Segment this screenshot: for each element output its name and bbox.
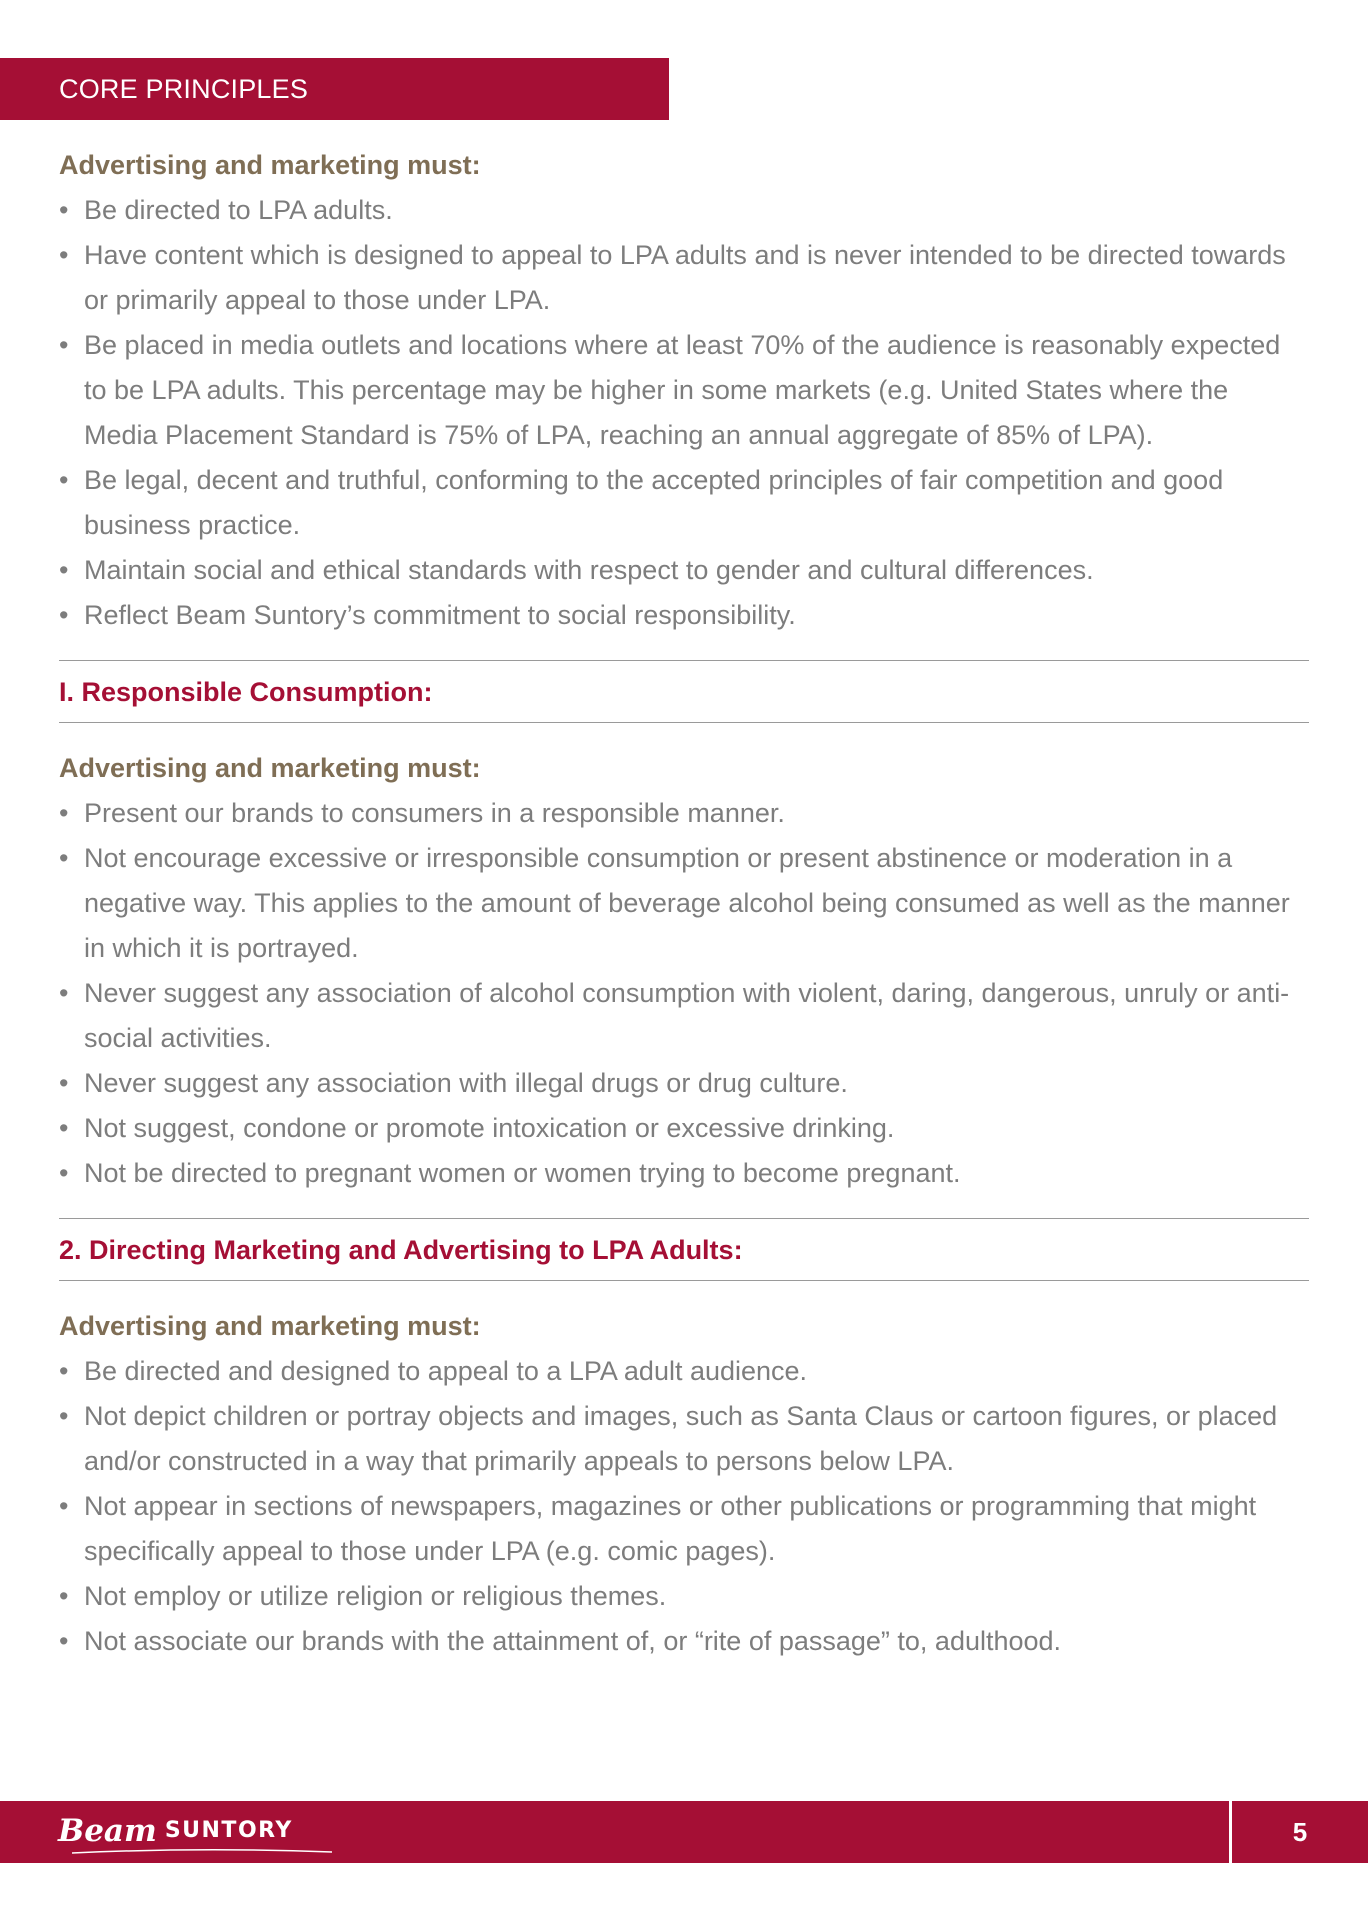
list-item: • Be directed to LPA adults. [59,188,1309,233]
directing-lpa-adults-block [59,1304,1309,1664]
section-heading-responsible-consumption [59,660,1309,723]
bullet-list [59,1349,1309,1664]
section-title-banner [0,58,669,120]
lead-text: Advertising and marketing must: [59,1311,481,1341]
lead-text: Advertising and marketing must: [59,150,481,180]
list-item: • Be placed in media outlets and locations where at least 70% of the audience is reasonably expected to be LPA adults. This percentage may be higher in some markets (e.g. United States where the Media Placement Standard is 75% of LPA, reaching an annual aggregate of 85% of LPA). [59,323,1309,458]
lead-text: Advertising and marketing must: [59,753,481,783]
footer-bar [0,1801,1368,1863]
logo-swoosh-icon [72,1847,332,1857]
list-item: • Not associate our brands with the attainment of, or “rite of passage” to, adulthood. [59,1619,1309,1664]
list-item: • Not employ or utilize religion or religious themes. [59,1574,1309,1619]
list-item: • Not depict children or portray objects and images, such as Santa Claus or cartoon figures, or placed and/or constructed in a way that primarily appeals to persons below LPA. [59,1394,1309,1484]
list-item: • Never suggest any association of alcohol consumption with violent, daring, dangerous, unruly or anti-social activities. [59,971,1309,1061]
section-heading-text: I. Responsible Consumption: [59,677,433,707]
core-principles-block [59,143,1309,638]
list-item: • Not suggest, condone or promote intoxication or excessive drinking. [59,1106,1309,1151]
section-heading-directing-lpa-adults [59,1218,1309,1281]
list-item: • Reflect Beam Suntory’s commitment to social responsibility. [59,593,1309,638]
section-title: CORE PRINCIPLES [59,74,309,104]
bullet-list [59,791,1309,1196]
beam-suntory-logo [58,1809,293,1855]
list-item: • Never suggest any association with illegal drugs or drug culture. [59,1061,1309,1106]
list-item: • Not appear in sections of newspapers, magazines or other publications or programming that might specifically appeal to those under LPA (e.g. comic pages). [59,1484,1309,1574]
list-item: • Have content which is designed to appeal to LPA adults and is never intended to be directed towards or primarily appeal to those under LPA. [59,233,1309,323]
bullet-list [59,188,1309,638]
logo-suntory-wordmark: SUNTORY [164,1818,293,1843]
page-number: 5 [1292,1817,1308,1847]
list-item: • Not encourage excessive or irresponsible consumption or present abstinence or moderation in a negative way. This applies to the amount of beverage alcohol being consumed as well as the manner in which it is portrayed. [59,836,1309,971]
list-item: • Be legal, decent and truthful, conforming to the accepted principles of fair competition and good business practice. [59,458,1309,548]
logo-beam-wordmark: Beam [58,1813,157,1849]
list-item: • Be directed and designed to appeal to a LPA adult audience. [59,1349,1309,1394]
list-item: • Present our brands to consumers in a responsible manner. [59,791,1309,836]
list-item: • Not be directed to pregnant women or women trying to become pregnant. [59,1151,1309,1196]
section-heading-text: 2. Directing Marketing and Advertising to LPA Adults: [59,1235,743,1265]
document-body [59,143,1309,1664]
responsible-consumption-block [59,746,1309,1196]
list-item: • Maintain social and ethical standards with respect to gender and cultural differences. [59,548,1309,593]
